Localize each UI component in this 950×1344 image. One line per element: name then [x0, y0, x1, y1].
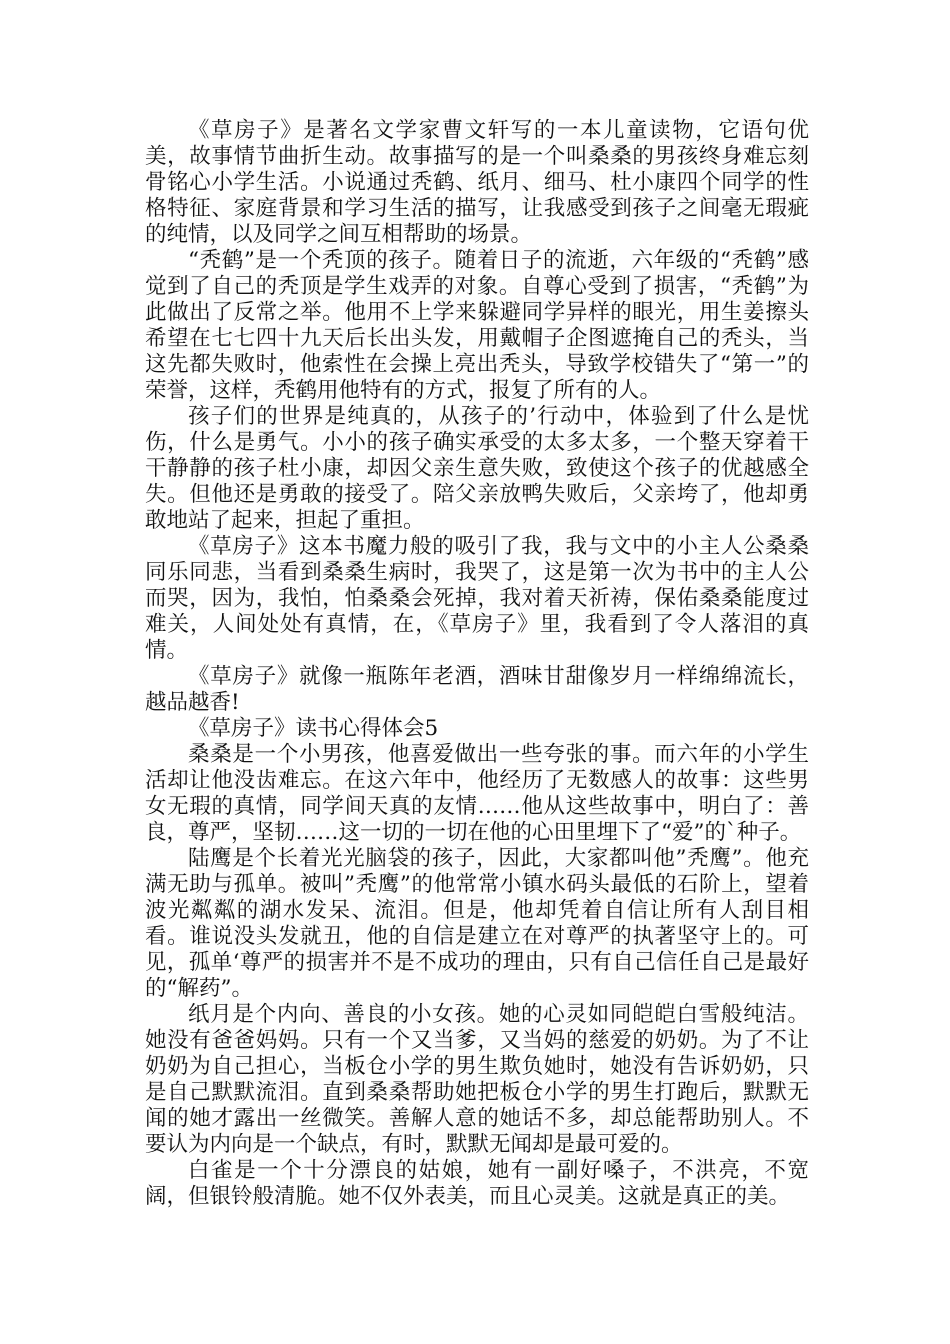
paragraph-7: 陆鹰是个长着光光脑袋的孩子，因此，大家都叫他”秃鹰”。他充满无助与孤单。被叫”秃鹰”的他常常小镇水码头最低的石阶上，望着波光粼粼的湖水发呆、流泪。但是，他却凭着自信让所有人刮目相看。谁说没头发就丑，他的自信是建立在对尊严的执著坚守上的。可见，孤单‘尊严的损害并不是不成功的理由，只有自己信任自己是最好的“解药”。 [145, 846, 809, 1001]
paragraph-8: 纸月是个内向、善良的小女孩。她的心灵如同皑皑白雪般纯洁。她没有爸爸妈妈。只有一个又当爹，又当妈的慈爱的奶奶。为了不让奶奶为自己担心，当板仓小学的男生欺负她时，她没有告诉奶奶，只是自己默默流泪。直到桑桑帮助她把板仓小学的男生打跑后，默默无闻的她才露出一丝微笑。善解人意的她话不多，却总能帮助别人。不要认为内向是一个缺点，有时，默默无闻却是最可爱的。 [145, 1002, 809, 1157]
document-body [145, 118, 809, 1210]
paragraph-1: 《草房子》是著名文学家曹文轩写的一本儿童读物，它语句优美，故事情节曲折生动。故事描写的是一个叫桑桑的男孩终身难忘刻骨铭心小学生活。小说通过秃鹤、纸月、细马、杜小康四个同学的性格特征、家庭背景和学习生活的描写，让我感受到孩子之间毫无瑕疵的纯情，以及同学之间互相帮助的场景。 [145, 118, 809, 247]
paragraph-9: 白雀是一个十分漂良的姑娘，她有一副好嗓子，不洪亮，不宽阔，但银铃般清脆。她不仅外表美，而且心灵美。这就是真正的美。 [145, 1158, 809, 1209]
section-heading: 《草房子》读书心得体会5 [188, 716, 439, 741]
paragraph-2: “秃鹤”是一个秃顶的孩子。随着日子的流逝，六年级的“秃鹤”感觉到了自己的秃顶是学生戏弄的对象。自尊心受到了损害，“秃鹤”为此做出了反常之举。他用不上学来躲避同学异样的眼光，用生姜擦头希望在七七四十九天后长出头发，用戴帽子企图遮掩自己的秃头，当这先都失败时，他索性在会操上亮出秃头，导致学校错失了“第一”的荣誉，这样，秃鹤用他特有的方式，报复了所有的人。 [145, 248, 809, 403]
paragraph-6: 桑桑是一个小男孩，他喜爱做出一些夸张的事。而六年的小学生活却让他没齿难忘。在这六年中，他经历了无数感人的故事：这些男女无瑕的真情，同学间天真的友情……他从这些故事中，明白了：善良，尊严，坚韧……这一切的一切在他的心田里埋下了“爱”的`种子。 [145, 742, 809, 845]
paragraph-3: 孩子们的世界是纯真的，从孩子的’行动中，体验到了什么是忧伤，什么是勇气。小小的孩子确实承受的太多太多，一个整天穿着干干静静的孩子杜小康，却因父亲生意失败，致使这个孩子的优越感全失。但他还是勇敢的接受了。陪父亲放鸭失败后，父亲垮了，他却勇敢地站了起来，担起了重担。 [145, 404, 809, 533]
paragraph-4: 《草房子》这本书魔力般的吸引了我，我与文中的小主人公桑桑同乐同悲，当看到桑桑生病时，我哭了，这是第一次为书中的主人公而哭，因为，我怕，怕桑桑会死掉，我对着天祈祷，保佑桑桑能度过难关，人间处处有真情，在，《草房子》里，我看到了令人落泪的真情。 [145, 534, 809, 663]
paragraph-5: 《草房子》就像一瓶陈年老酒，酒味甘甜像岁月一样绵绵流长，越品越香! [145, 664, 809, 715]
